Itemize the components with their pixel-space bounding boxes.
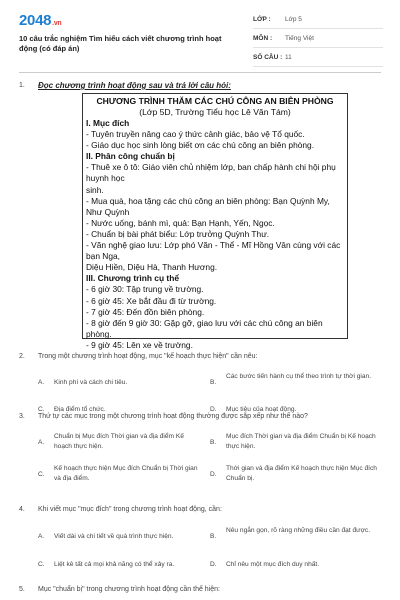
option-letter: D. (210, 406, 217, 413)
option-letter: C. (38, 561, 45, 568)
question-text: Mục "chuẩn bị" trong chương trình hoạt động cần thể hiện: (38, 586, 220, 593)
option-text: Chuẩn bị Mục đích Thời gian và địa điểm Kế hoạch thực hiện. (54, 433, 184, 450)
option-letter: B. (210, 379, 217, 386)
option-letter: B. (210, 533, 217, 540)
option-letter: D. (210, 561, 217, 568)
question-text: Khi viết mục "mục đích" trong chương trình hoạt động, cần: (38, 506, 222, 513)
program-line: - Mua quà, hoa tặng các chú công an biên phòng: Bạn Quỳnh My, Như Quỳnh (86, 195, 330, 217)
meta-key: LỚP : (253, 15, 271, 23)
program-line: - 6 giờ 30: Tập trung về trường. (86, 284, 204, 295)
meta-value: Lớp 5 (285, 15, 302, 23)
option-text: Viết dài và chi tiết về quá trình thực hiện. (54, 533, 174, 540)
option-text: Địa điểm tổ chức. (54, 406, 106, 413)
header-divider (19, 72, 381, 73)
program-title: CHƯƠNG TRÌNH THĂM CÁC CHÚ CÔNG AN BIÊN PHÒNG (96, 96, 334, 106)
option-text: Chỉ nêu một mục đích duy nhất. (226, 561, 320, 568)
meta-row-count (253, 48, 383, 67)
option-text: Mục đích Thời gian và địa điểm Chuẩn bị Kế hoạch thực hiện. (226, 433, 376, 450)
option-letter: A. (38, 533, 45, 540)
page-header (0, 0, 400, 70)
program-line: - 7 giờ 45: Đến đồn biên phòng. (86, 306, 205, 317)
site-logo[interactable] (19, 12, 61, 29)
question-number: 5. (19, 586, 25, 593)
program-line: - 6 giờ 45: Xe bắt đầu đi từ trường. (86, 295, 217, 306)
option-text: Kinh phí và cách chi tiêu. (54, 379, 128, 386)
meta-value: 11 (285, 53, 292, 61)
logo-main: 2048 (19, 12, 52, 29)
option-text: Nêu ngắn gọn, rõ ràng những điều cần đạt được. (226, 527, 371, 534)
section-heading: I. Mục đích (86, 118, 130, 128)
meta-row-subject (253, 29, 383, 48)
question-text: Trong một chương trình hoạt động, mục "kế hoạch thực hiện" cần nêu: (38, 353, 258, 360)
program-line: - 9 giờ 45: Lên xe về trường. (86, 339, 193, 350)
option-text: Thời gian và địa điểm Kế hoạch thực hiện Mục đích Chuẩn bị. (226, 465, 377, 482)
program-line: - Chuẩn bị bài phát biểu: Lớp trưởng Quỳnh Thư. (86, 228, 270, 239)
logo-suffix: .vn (52, 20, 62, 27)
program-line: - Thuê xe ô tô: Giáo viên chủ nhiệm lớp, ban chấp hành chi hội phụ huynh học (86, 162, 336, 184)
meta-key: MÔN : (253, 34, 273, 42)
question-number: 3. (19, 413, 25, 420)
option-text: Mục tiêu của hoạt động. (226, 406, 297, 413)
program-line: - Văn nghệ giao lưu: Lớp phó Văn - Thể - Mĩ Hồng Vân cùng với các bạn Nga, (86, 240, 341, 262)
option-text: Liệt kê tất cả mọi khả năng có thể xảy ra. (54, 561, 175, 568)
meta-table (253, 10, 383, 67)
section-heading: II. Phân công chuẩn bị (86, 151, 175, 162)
program-subtitle: (Lớp 5D, Trường Tiểu học Lê Văn Tám) (139, 107, 291, 117)
option-letter: D. (210, 471, 217, 478)
program-box (82, 93, 348, 350)
program-line: - Nước uống, bánh mì, quả: Bạn Hạnh, Yến, Ngọc. (86, 217, 275, 228)
question-number: 1. (19, 82, 25, 89)
program-line: - Tuyên truyền nâng cao ý thức cảnh giác, bảo vệ Tổ quốc. (86, 129, 305, 140)
option-letter: A. (38, 439, 45, 446)
program-body (83, 118, 347, 351)
option-text: Các bước tiến hành cụ thể theo trình tự thời gian. (226, 373, 372, 380)
option-letter: C. (38, 406, 45, 413)
meta-key: SỐ CÂU : (253, 53, 283, 61)
option-text: Kế hoạch thực hiện Mục đích Chuẩn bị Thời gian và địa điểm. (54, 465, 198, 482)
program-line: - 8 giờ đến 9 giờ 30: Gặp gỡ, giao lưu với các chú công an biên phòng. (86, 317, 323, 339)
program-line: sinh. (86, 184, 104, 195)
question-number: 2. (19, 353, 25, 360)
option-letter: A. (38, 379, 45, 386)
program-line: Diệu Hiền, Diệu Hà, Thanh Hương. (86, 262, 218, 273)
question-number: 4. (19, 506, 25, 513)
section-heading: III. Chương trình cụ thể (86, 273, 179, 284)
question-text: Thứ tự các mục trong một chương trình hoạt động thường được sắp xếp như thế nào? (38, 413, 308, 420)
document-title: 10 câu trắc nghiệm Tìm hiểu cách viết chương trình hoạt động (có đáp án) (19, 34, 222, 53)
meta-row-class (253, 10, 383, 29)
program-line: - Giáo dục học sinh lòng biết ơn các chú công an biên phòng. (86, 140, 315, 151)
option-letter: B. (210, 439, 217, 446)
meta-value: Tiếng Việt (285, 34, 314, 42)
question-text: Đọc chương trình hoạt động sau và trả lời câu hỏi: (38, 81, 231, 90)
option-letter: C. (38, 471, 45, 478)
